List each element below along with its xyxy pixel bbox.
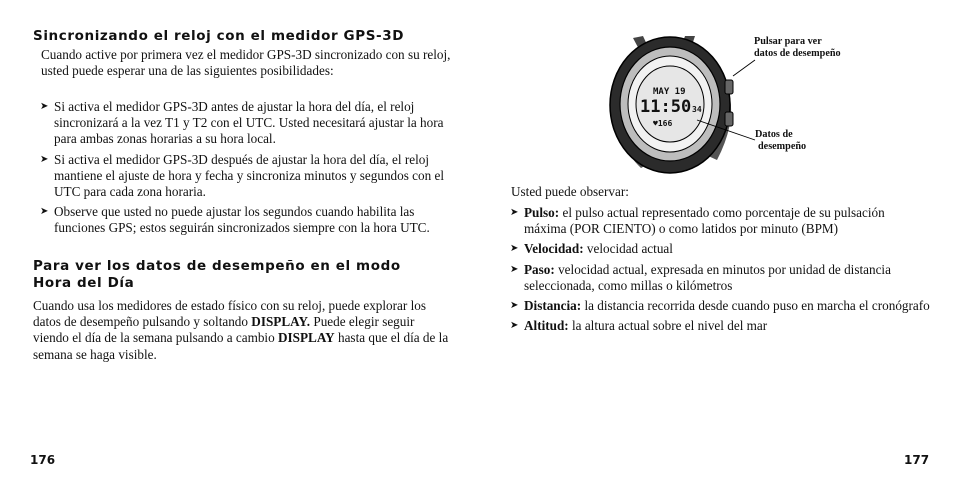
list-item: ➤ Si activa el medidor GPS-3D después de ajustar la hora del día, el reloj mantiene el ajuste de hora y fecha y sincroniza minutos y segundos con el UTC para cada zona horaria. (40, 151, 445, 200)
watch-button-lower (725, 112, 733, 126)
watch-seconds-text: 34 (692, 105, 702, 114)
arrow-bullet-icon: ➤ (510, 207, 519, 218)
list-item: ➤ Si activa el medidor GPS-3D antes de ajustar la hora del día, el reloj sincronizará a la vez T1 y T2 con el UTC. Usted necesitará ajustar la hora para ambas zonas horarias a su hora local. (40, 99, 444, 147)
list-item: ➤ Observe que usted no puede ajustar los segundos cuando habilita las funciones GPS; estos seguirán sincronizados siempre con la hora UTC. (40, 204, 430, 236)
arrow-bullet-icon: ➤ (510, 300, 519, 312)
list-item: ➤ Distancia: la distancia recorrida desde cuando puso en marcha el cronógrafo (510, 298, 930, 314)
performance-bullet-list (510, 205, 930, 338)
callout-performance-data: Datos de desempeño (755, 129, 807, 152)
sync-intro: Cuando active por primera vez el medidor GPS-3D sincronizado con su reloj, usted puede esperar una de las siguientes posibilidades: (41, 47, 451, 79)
callout-press-for-data: Pulsar para ver datos de desempeño (754, 36, 841, 59)
display-button-ref: DISPLAY. (251, 314, 311, 330)
watch-button-upper (725, 80, 733, 94)
list-item: ➤ Pulso: el pulso actual representado como porcentaje de su pulsación máxima (POR CIENTO) o como latidos por minuto (BPM) (510, 205, 885, 237)
page-number: 176 (30, 453, 56, 467)
performance-paragraph: Cuando usa los medidores de estado físico con su reloj, puede explorar los datos de desempeño pulsando y soltando DISPLAY. Puede elegir seguir viendo el día de la semana pulsando a cambio DISPLAY hasta que el día de la semana se haga visible. (33, 298, 449, 362)
callout-line-top (733, 60, 755, 76)
list-item: ➤ Velocidad: velocidad actual (510, 241, 673, 257)
right-page (477, 0, 954, 477)
watch-date-text: MAY 19 (653, 87, 686, 97)
arrow-bullet-icon: ➤ (40, 206, 49, 218)
list-item: ➤ Altitud: la altura actual sobre el nivel del mar (510, 318, 768, 334)
display-button-ref: DISPLAY (278, 330, 335, 346)
observe-intro: Usted puede observar: (511, 184, 629, 199)
arrow-bullet-icon: ➤ (40, 101, 49, 112)
section-title-sync: Sincronizando el reloj con el medidor GPS-3D (33, 28, 405, 44)
watch-heart-rate-text: ♥166 (653, 119, 673, 128)
sync-bullet-list (40, 99, 455, 241)
arrow-bullet-icon: ➤ (510, 263, 519, 275)
arrow-bullet-icon: ➤ (40, 153, 49, 165)
list-item: ➤ Paso: velocidad actual, expresada en minutos por unidad de distancia seleccionada, como millas o kilómetros (510, 261, 891, 293)
arrow-bullet-icon: ➤ (510, 243, 519, 255)
section-title-performance: Para ver los datos de desempeño en el modo Hora del Día (33, 258, 401, 291)
page-number: 177 (904, 453, 930, 467)
arrow-bullet-icon: ➤ (510, 320, 519, 332)
watch-time-text: 11:50 (640, 97, 692, 117)
